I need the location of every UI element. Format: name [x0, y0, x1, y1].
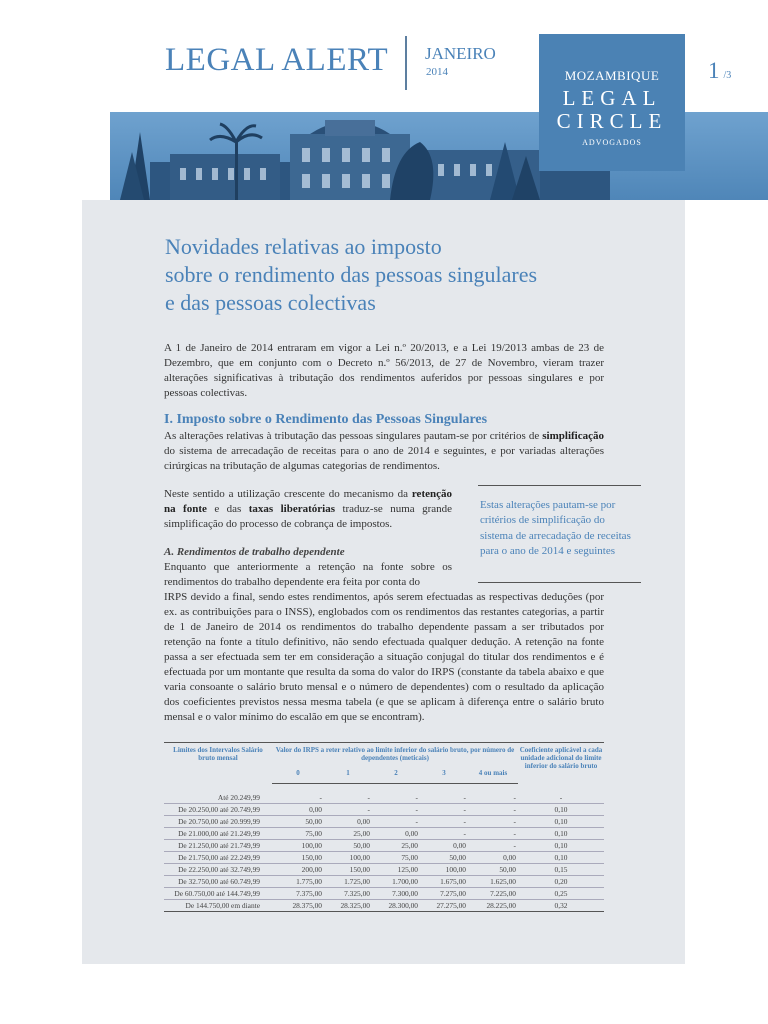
- irps-value-cell: 28.225,00: [468, 900, 518, 912]
- logo-line-3: CIRCLE: [556, 109, 668, 133]
- issue-month: JANEIRO: [425, 44, 496, 63]
- document-title: LEGAL ALERT: [165, 42, 389, 78]
- logo-line-2: LEGAL: [562, 86, 662, 110]
- table-row: [164, 840, 604, 852]
- pull-quote: [478, 485, 641, 583]
- coefficient-cell: -: [518, 784, 604, 804]
- firm-logo: [539, 34, 685, 171]
- irps-value-cell: -: [324, 804, 372, 816]
- salary-bracket-cell: Até 20.249,99: [164, 784, 272, 804]
- salary-bracket-cell: De 21.750,00 até 22.249,99: [164, 852, 272, 864]
- irps-value-cell: -: [420, 816, 468, 828]
- coefficient-cell: 0,20: [518, 876, 604, 888]
- irps-value-cell: 0,00: [272, 804, 324, 816]
- header-coefficient: Coeficiente aplicável a cada unidade adicional do limite inferior do salário bruto: [518, 743, 604, 784]
- header-divider: [405, 36, 407, 90]
- table-row: [164, 816, 604, 828]
- irps-value-cell: -: [468, 828, 518, 840]
- irps-value-cell: 7.325,00: [324, 888, 372, 900]
- coefficient-cell: 0,32: [518, 900, 604, 912]
- table-row: [164, 804, 604, 816]
- irps-value-cell: -: [420, 804, 468, 816]
- table-row: [164, 864, 604, 876]
- article-title: [165, 233, 645, 317]
- table-row: [164, 876, 604, 888]
- irps-value-cell: -: [468, 804, 518, 816]
- salary-bracket-cell: De 20.750,00 até 20.999,99: [164, 816, 272, 828]
- irps-value-cell: 28.375,00: [272, 900, 324, 912]
- irps-value-cell: 200,00: [272, 864, 324, 876]
- logo-line-4: ADVOGADOS: [582, 138, 642, 147]
- irps-value-cell: -: [372, 804, 420, 816]
- irps-value-cell: 1.625,00: [468, 876, 518, 888]
- header-dependents-1: 1: [324, 765, 372, 784]
- irps-value-cell: -: [420, 784, 468, 804]
- section-paragraph-3-cont: IRPS devido a final, sendo estes rendimentos, após serem efectuadas as respectivas deduções (por ex. as contribuições para o INSS), englobados com os rendimentos das restantes categorias, a partir de 1 de Janeiro de 2014 os rendimentos do trabalho dependente passam a ser tributados por retenção na fonte a título definitivo, não sendo efectuada qualquer dedução. A retenção na fonte passa a ser efectuada sem ter em consideração a situação conjugal do titular dos rendimentos e é efectuada por um montante que resulta da soma do valor do IRPS (constante da tabela abaixo e que varia consoante o salário bruto mensal e o número de dependentes) com o resultado da aplicação dos coeficientes previstos nessa mesma tabela (e que se aplicam à diferença entre o salário bruto mensal e o valor mínimo do escalão em que se encontram).: [164, 591, 604, 723]
- irps-value-cell: -: [272, 784, 324, 804]
- coefficient-cell: 0,10: [518, 840, 604, 852]
- article-title-line: sobre o rendimento das pessoas singulares: [165, 262, 538, 287]
- coefficient-cell: 0,10: [518, 852, 604, 864]
- section-heading: I. Imposto sobre o Rendimento das Pessoas Singulares: [164, 412, 488, 427]
- intro-paragraph: A 1 de Janeiro de 2014 entraram em vigor a Lei n.º 20/2013, e a Lei 19/2013 ambas de 23 de Dezembro, que em conjunto com o Decreto n.º 56/2013, de 27 de Novembro, vieram trazer alterações significativas à tributação dos rendimentos auferidos por pessoas singulares e por pessoas colectivas.: [164, 342, 604, 399]
- irps-value-cell: 125,00: [372, 864, 420, 876]
- irps-value-cell: -: [468, 784, 518, 804]
- irps-value-cell: 50,00: [324, 840, 372, 852]
- irps-value-cell: 27.275,00: [420, 900, 468, 912]
- irps-value-cell: 0,00: [324, 816, 372, 828]
- header-salary-limits: Limites dos Intervalos Salário bruto mensal: [164, 743, 272, 784]
- irps-value-cell: 28.300,00: [372, 900, 420, 912]
- irps-value-cell: 50,00: [272, 816, 324, 828]
- header-dependents-3: 3: [420, 765, 468, 784]
- irps-value-cell: 7.225,00: [468, 888, 518, 900]
- coefficient-cell: 0,15: [518, 864, 604, 876]
- salary-bracket-cell: De 22.250,00 até 32.749,99: [164, 864, 272, 876]
- irps-value-cell: 7.300,00: [372, 888, 420, 900]
- salary-bracket-cell: De 21.000,00 até 21.249,99: [164, 828, 272, 840]
- irps-value-cell: 1.700,00: [372, 876, 420, 888]
- article-title-line: e das pessoas colectivas: [165, 290, 376, 315]
- header-dependents-4: 4 ou mais: [468, 765, 518, 784]
- coefficient-cell: 0,10: [518, 828, 604, 840]
- irps-value-cell: 100,00: [420, 864, 468, 876]
- irps-value-cell: -: [372, 784, 420, 804]
- irps-value-cell: 1.775,00: [272, 876, 324, 888]
- salary-bracket-cell: De 60.750,00 até 144.749,99: [164, 888, 272, 900]
- irps-value-cell: 1.675,00: [420, 876, 468, 888]
- irps-value-cell: 150,00: [272, 852, 324, 864]
- table-row: [164, 784, 604, 804]
- salary-bracket-cell: De 144.750,00 em diante: [164, 900, 272, 912]
- section-paragraph-2: Neste sentido a utilização crescente do mecanismo da retenção na fonte e das taxas liberatórias traduz-se numa grande simplificação do processo de cobrança de impostos.: [164, 488, 452, 530]
- irps-value-cell: -: [324, 784, 372, 804]
- irps-value-cell: 100,00: [324, 852, 372, 864]
- irps-value-cell: 100,00: [272, 840, 324, 852]
- page-total: /3: [723, 70, 732, 81]
- subsection-heading: A. Rendimentos de trabalho dependente: [164, 546, 345, 558]
- irps-value-cell: 0,00: [372, 828, 420, 840]
- irps-value-cell: -: [468, 816, 518, 828]
- table-row: [164, 852, 604, 864]
- irps-withholding-table: [164, 742, 604, 912]
- irps-value-cell: 0,00: [468, 852, 518, 864]
- section-paragraph-1: As alterações relativas à tributação das pessoas singulares pautam-se por critérios de simplificação do sistema de arrecadação de receitas para o ano de 2014 e seguintes, e por variadas alterações cirúrgicas na tributação de algumas categorias de rendimentos.: [164, 430, 604, 472]
- irps-value-cell: 150,00: [324, 864, 372, 876]
- irps-value-cell: 25,00: [324, 828, 372, 840]
- salary-bracket-cell: De 20.250,00 até 20.749,99: [164, 804, 272, 816]
- section-paragraph-3-start: Enquanto que anteriormente a retenção na fonte sobre os rendimentos do trabalho dependente era feita por conta do: [164, 561, 452, 588]
- coefficient-cell: 0,10: [518, 804, 604, 816]
- irps-value-cell: -: [420, 828, 468, 840]
- irps-value-cell: 50,00: [468, 864, 518, 876]
- emphasis-retencao: retenção na fonte: [164, 488, 452, 515]
- table-row: [164, 900, 604, 912]
- irps-value-cell: -: [372, 816, 420, 828]
- issue-year: 2014: [426, 66, 448, 78]
- logo-line-1: MOZAMBIQUE: [564, 68, 660, 83]
- table-row: [164, 828, 604, 840]
- emphasis-taxas: taxas liberatórias: [248, 503, 336, 515]
- header-dependents-0: 0: [272, 765, 324, 784]
- article-title-line: Novidades relativas ao imposto: [165, 234, 442, 259]
- coefficient-cell: 0,10: [518, 816, 604, 828]
- emphasis-simplificacao: simplificação: [542, 430, 604, 442]
- irps-value-cell: 75,00: [372, 852, 420, 864]
- header-irps-value: Valor do IRPS a reter relativo ao limite inferior do salário bruto, por número de dependentes (meticais): [272, 743, 518, 766]
- irps-value-cell: 7.375,00: [272, 888, 324, 900]
- irps-value-cell: 7.275,00: [420, 888, 468, 900]
- page-number: 1: [708, 58, 720, 83]
- irps-value-cell: 75,00: [272, 828, 324, 840]
- irps-value-cell: 28.325,00: [324, 900, 372, 912]
- table-row: [164, 888, 604, 900]
- irps-value-cell: 50,00: [420, 852, 468, 864]
- salary-bracket-cell: De 32.750,00 até 60.749,99: [164, 876, 272, 888]
- irps-value-cell: 1.725,00: [324, 876, 372, 888]
- coefficient-cell: 0,25: [518, 888, 604, 900]
- irps-value-cell: 0,00: [420, 840, 468, 852]
- irps-value-cell: 25,00: [372, 840, 420, 852]
- header-dependents-2: 2: [372, 765, 420, 784]
- irps-value-cell: -: [468, 840, 518, 852]
- salary-bracket-cell: De 21.250,00 até 21.749,99: [164, 840, 272, 852]
- page-indicator: [708, 58, 731, 84]
- pull-quote-text: Estas alterações pautam-se por critérios de simplificação do sistema de arrecadação de receitas para o ano de 2014 e seguintes: [480, 499, 631, 557]
